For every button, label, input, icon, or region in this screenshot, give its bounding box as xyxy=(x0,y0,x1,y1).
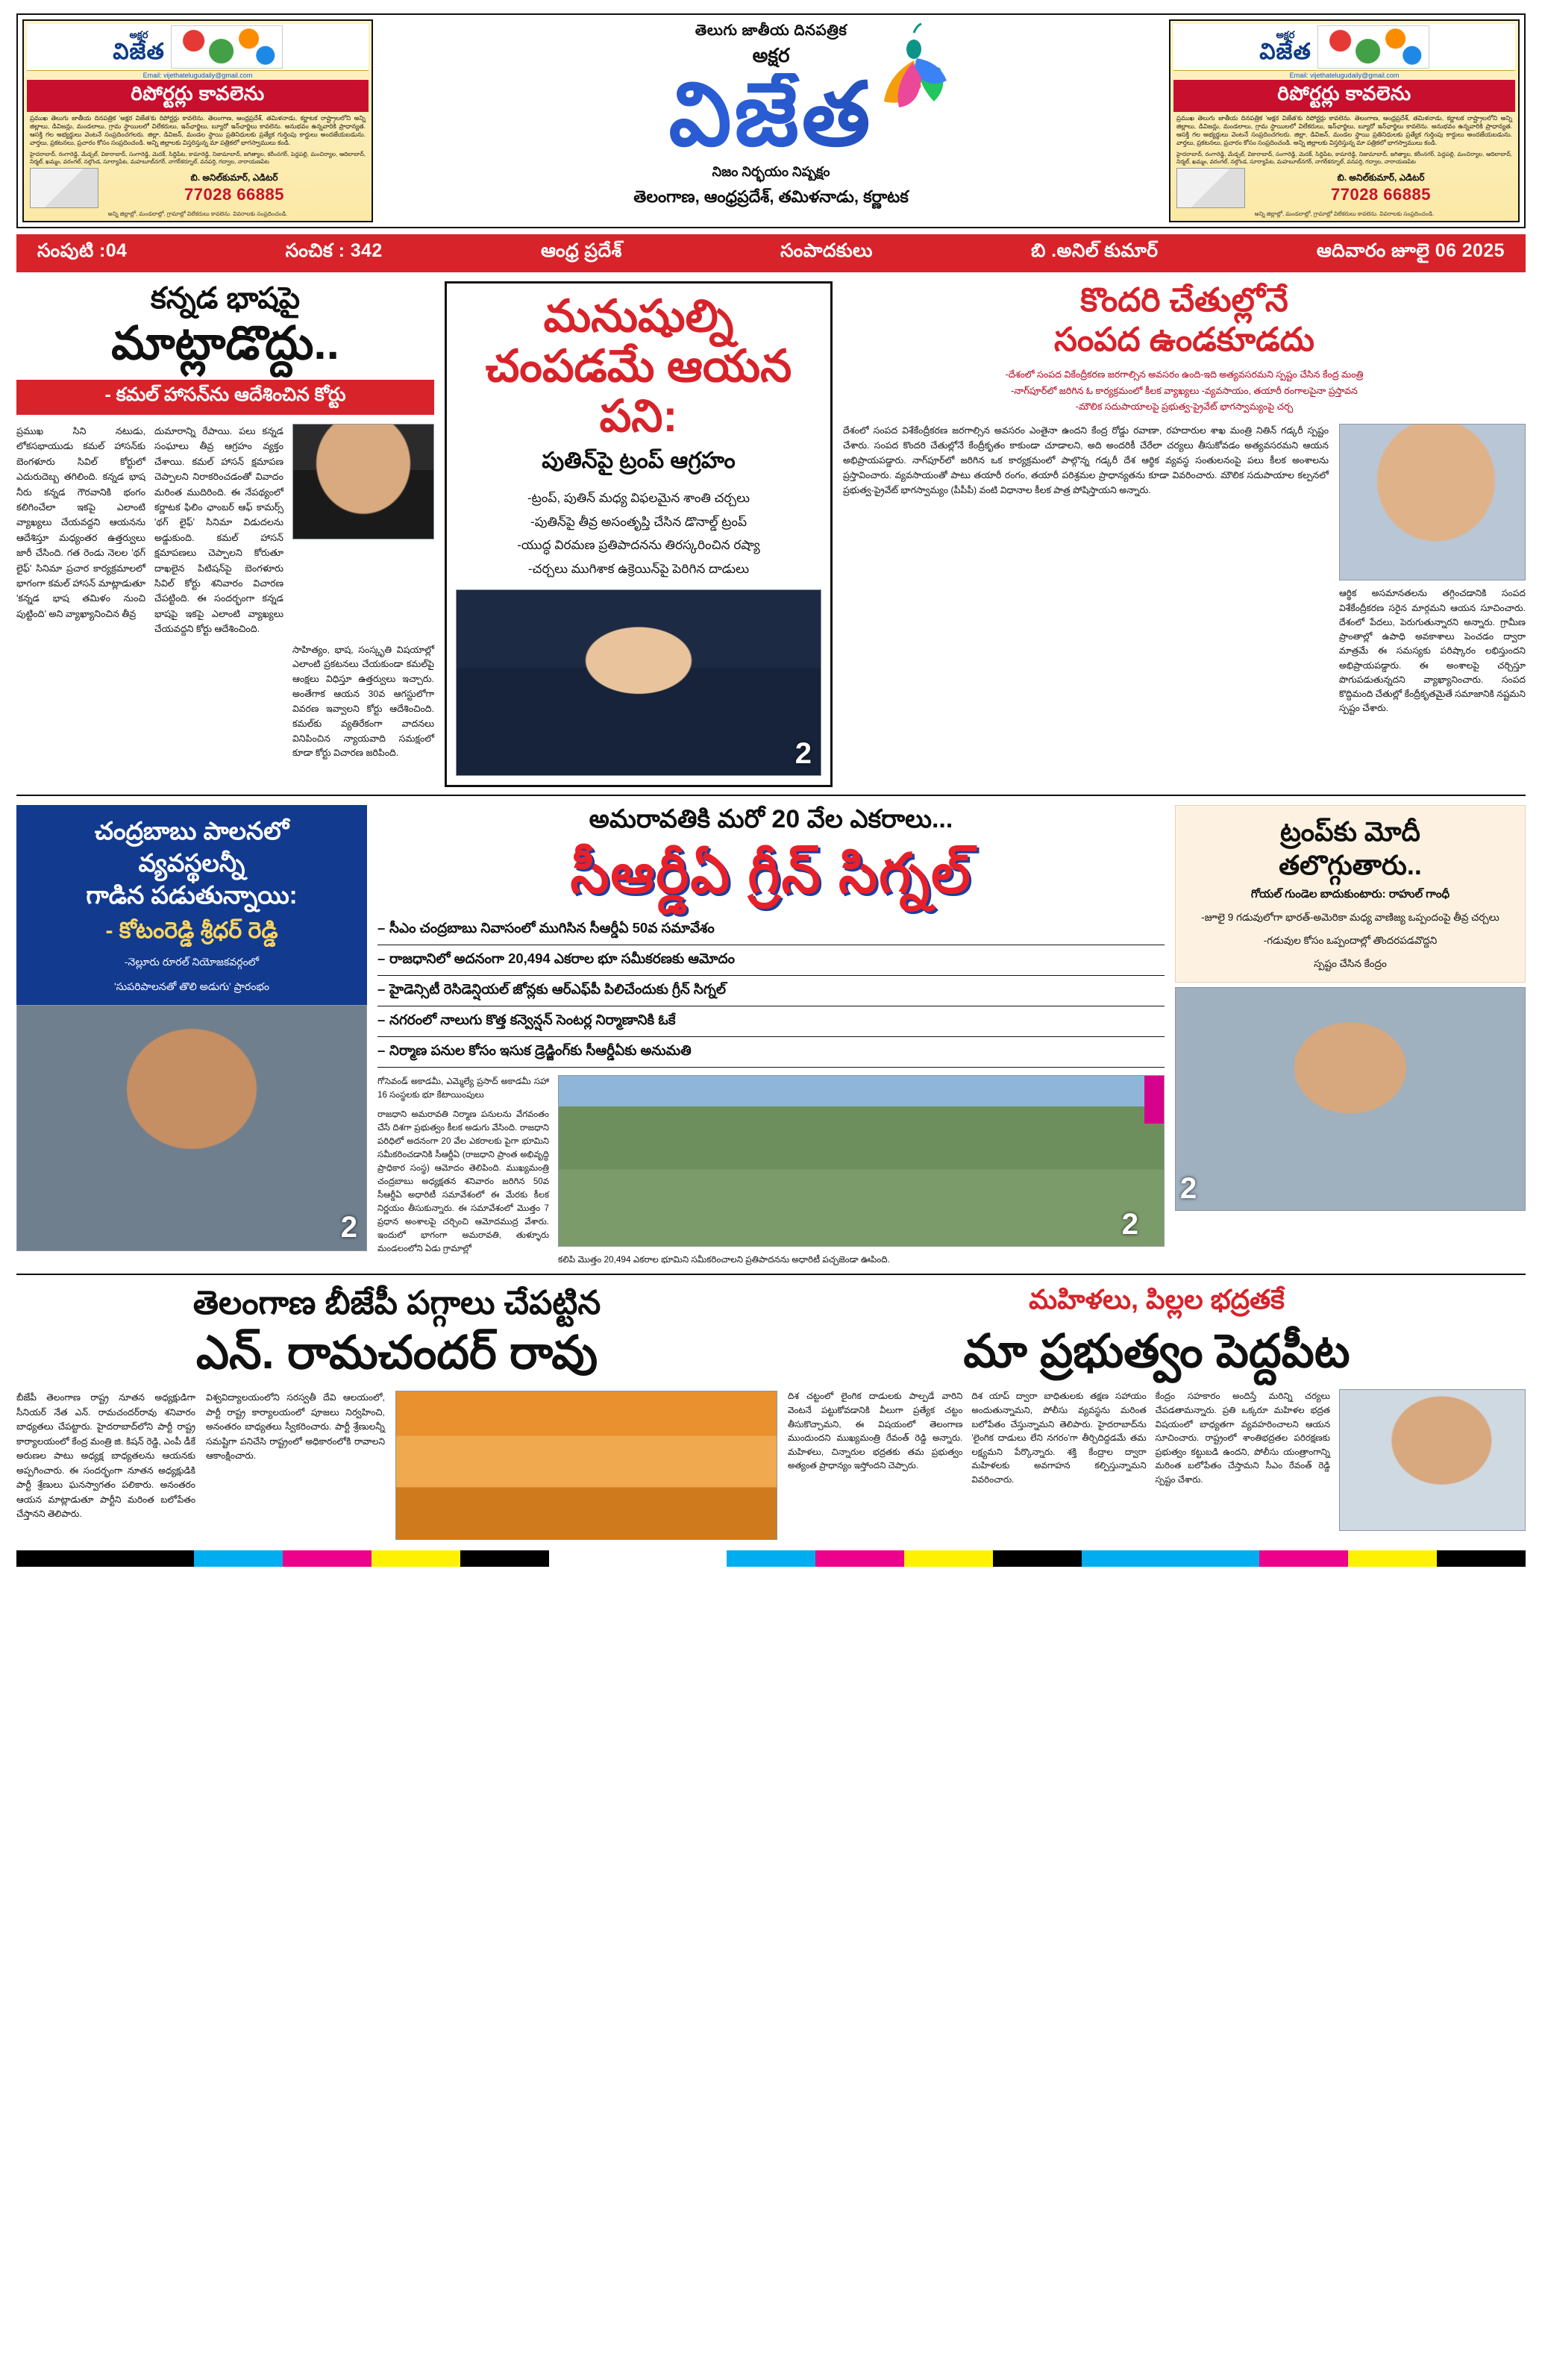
section-divider-2 xyxy=(16,1274,1526,1275)
advert-left-note: అన్ని జిల్లాల్లో, మండలాల్లో, గ్రామాల్లో విలేకరులు కావలెను. వివరాలకు సంప్రదించండి. xyxy=(107,210,288,218)
ramachander-body-col2: విశ్వవిద్యాలయంలోని సరస్వతీ దేవి ఆలయంలో, పార్టీ రాష్ట్ర కార్యాలయంలో పూజలు నిర్వహించి, అనంతరం బాధ్యతలు స్వీకరించారు. పార్టీ శ్రేణులన్నీ సమష్టిగా పనిచేసి రాష్ట్రంలో అధికారంలోకి రావాలని ఆకాంక్షించారు. xyxy=(206,1392,385,1462)
advert-right-phone: 77028 66885 xyxy=(1331,184,1431,204)
advert-left-districts: హైదరాబాద్, రంగారెడ్డి, మేడ్చల్, వికారాబాద్, సంగారెడ్డి, మెదక్, సిద్దిపేట, కామారెడ్డి, నిజామాబాద్, జగిత్యాల, కరీంనగర్, పెద్దపల్లి, మంచిర్యాల, ఆదిలాబాద్, నిర్మల్, ఖమ్మం, వరంగల్, నల్గొండ, సూర్యాపేట, మహబూబ్‌నగర్, నాగర్‌కర్నూల్, వనపర్తి, గద్వాల, నారాయణపేట xyxy=(30,151,366,166)
nitin-gadkari-photo xyxy=(1339,424,1526,580)
amaravati-point-3: – హైడెన్సిటీ రెసిడెన్షియల్ జోన్లకు ఆర్‌ఎఫ్‌పీ పిలిచేందుకు గ్రీన్ సిగ్నల్ xyxy=(377,976,1165,1006)
masthead-motto: నిజం నిర్భయం నిష్పక్షం xyxy=(712,164,830,180)
advert-right-headline: రిపోర్టర్లు కావలెను xyxy=(1173,80,1515,112)
kamal-body-col1: ప్రముఖ సిని నటుడు, లోకసభాయుడు కమల్ హాసన్‌కు బెంగళూరు సివిల్ కోర్టులో ఎదురుదెబ్బ తగిలింది. కన్నడ భాష నీరు కన్నడ గౌరవానికి భంగం కలిగించేలా ఇకపై ఎలాంటి వ్యాఖ్యలు చేయవద్దని ఆయనను ఆదేశిస్తూ మధ్యంతర ఉత్తర్వులు జారీ చేసింది. గత రెండు నెలల 'థగ్ లైఫ్' సినిమా ప్రచార కార్యక్రమాలలో భాగంగా కమల్ హాసన్ మాట్లాడుతూ 'కన్నడ భాష తమిళం నుంచి పుట్టింది' అని వ్యాఖ్యానించిన తీవ్ర xyxy=(16,426,145,619)
kotamreddy-line3: గాడిన పడుతున్నాయి: xyxy=(86,880,298,909)
donald-trump-photo xyxy=(456,589,821,776)
story-rahul-gandhi xyxy=(1175,805,1526,1266)
bjp-leaders-photo xyxy=(395,1391,777,1540)
content-band-2 xyxy=(16,805,1526,1266)
kamal-haasan-photo xyxy=(292,424,434,539)
issue-info-bar xyxy=(16,234,1526,272)
masthead-title-block xyxy=(380,19,1162,222)
rahul-line1: ట్రంప్‌కు మోదీ xyxy=(1280,816,1420,848)
advert-left-body: ప్రముఖ తెలుగు జాతీయ దినపత్రిక 'అక్షర విజేత'కు రిపోర్టర్లు కావలెను. తెలంగాణ, ఆంధ్రప్రదేశ్, తమిళనాడు, కర్ణాటక రాష్ట్రాలలోని అన్ని జిల్లాలు, డివిజన్లు, మండలాలు, గ్రామ స్థాయిలలో విలేకరులు, ఇన్‌ఛార్జిలు, బ్యూరో ఇన్‌ఛార్జిలు కావలెను. అనుభవం ఉన్నవారికి ప్రాధాన్యత. ఆసక్తి గల అభ్యర్థులు వెంటనే సంప్రదించగలరు. జిల్లా, డివిజన్, మండల స్థాయి ప్రతినిధులకు ప్రత్యేక గుర్తింపు కార్డులు అందజేయబడును. వార్తలు, ప్రకటనలు, ప్రచారం కోసం సంప్రదించండి. అన్ని జిల్లాలకు విస్తరిస్తున్న మా పత్రికలో భాగస్వాములు కండి. xyxy=(30,114,366,147)
editor-name: బి .అనిల్ కుమార్ xyxy=(1031,239,1159,261)
amaravati-point-1: – సీఎం చంద్రబాబు నివాసంలో ముగిసిన సీఆర్డీఏ 50వ సమావేశం xyxy=(377,915,1165,945)
color-bar-segment xyxy=(194,1550,283,1567)
kotamreddy-sub1: -నెల్లూరు రూరల్ నియోజకవర్గంలో xyxy=(124,956,260,968)
amaravati-point-5: – నిర్మాణ పనుల కోసం ఇసుక డ్రెడ్జింగ్‌కు సీఆర్డీఏకు అనుమతి xyxy=(377,1037,1165,1068)
amaravati-point-2: – రాజధానిలో అదనంగా 20,494 ఎకరాల భూ సమీకరణకు ఆమోదం xyxy=(377,945,1165,976)
peacock-logo-icon xyxy=(869,19,959,131)
masthead xyxy=(16,13,1526,228)
story-gadkari xyxy=(843,281,1526,787)
putin-bullet-1: -ట్రంప్, పుతిన్ మధ్య విఫలమైన శాంతి చర్చలు xyxy=(527,491,750,506)
gadkari-kicker-1: -దేశంలో సంపద వికేంద్రీకరణ జరగాల్సిన అవసరం ఉంది-ఇది అత్యవసరమని స్పష్టం చేసిన కేంద్ర మంత్రి xyxy=(1005,369,1364,381)
print-registration-color-bar xyxy=(16,1550,1526,1567)
story-kamal-haasan xyxy=(16,281,434,787)
ramachander-headline-line1: తెలంగాణ బీజేపీ పగ్గాలు చేపట్టిన xyxy=(192,1285,601,1322)
gadkari-body-col2: ఆర్థిక అసమానతలను తగ్గించడానికి సంపద విశేకేంద్రీకరణ సరైన మార్గమని ఆయన సూచించారు. దేశంలో పేదలు, పెరుగుతున్నారని అన్నారు. గ్రామీణ ప్రాంతాల్లో ఉపాధి అవకాశాలు పెంచడం ద్వారా మాత్రమే ఈ సమస్యకు పరిష్కారం లభిస్తుందని అభిప్రాయపడ్డారు. ఈ అంశాలపై చర్చిస్తూ పొగుపడుతున్నదని వ్యాఖ్యానించారు. సంపద కొద్దిమంది చేతుల్లో కేంద్రీకృతమైతే సమాజానికి నష్టమని స్పష్టం చేశారు. xyxy=(1339,588,1526,714)
kamal-headline-line2: మాట్లాడొద్దు.. xyxy=(111,317,339,369)
gadkari-headline-line2: సంపద ఉండకూడదు xyxy=(1054,321,1314,358)
rahul-sub1: గోయల్ గుండెల బాదుకుంటారు: రాహుల్ గాంధీ xyxy=(1250,888,1450,901)
amaravati-body-col1: గోసెవండ్ అకాడమీ, ఎమ్మెల్యే ప్రసాద్ అకాడమీ సహా 16 సంస్థలకు భూ కేటాయింపులు xyxy=(377,1076,549,1100)
page-reference-tab xyxy=(1144,1076,1164,1124)
amaravati-photo-caption: కలిపి మొత్తం 20,494 ఎకరాల భూమిని సమీకరించాలని ప్రతిపాదనను అధారిటీ పచ్చజెండా ఊపింది. xyxy=(558,1253,890,1265)
advert-right-contact-name: బి. అనిల్‌కుమార్, ఎడిటర్ xyxy=(1337,172,1425,183)
rahul-sub2: -జూలై 9 గడువులోగా భారత్-అమెరికా మధ్య వాణిజ్య ఒప్పందంపై తీవ్ర చర్చలు xyxy=(1201,912,1499,924)
color-bar-segment xyxy=(904,1550,993,1567)
story-kotamreddy xyxy=(16,805,367,1266)
volume-label: సంపుటి :04 xyxy=(37,239,128,261)
advert-right-note: అన్ని జిల్లాల్లో, మండలాల్లో, గ్రామాల్లో విలేకరులు కావలెను. వివరాలకు సంప్రదించండి. xyxy=(1254,210,1435,218)
kamal-photo-caption: సాహిత్యం, భాష, సంస్కృతి విషయాల్లో ఎలాంటి ప్రకటనలు చేయకుండా కమల్‌పై ఆంక్షలు విధిస్తూ ఉత్తర్వులు ఇచ్చారు. అంతేగాక ఆయన 30వ ఆగస్టులోగా వివరణ ఇవ్వాలని కోర్టు ఆదేశించింది. కమల్‌కు వ్యతిరేకంగా వాదనలు వినిపించిన న్యాయవాది సమక్షంలో కూడా కోర్టు విచారణ జరిపింది. xyxy=(292,644,434,759)
putin-subheadline: పుతిన్‌పై ట్రంప్ ఆగ్రహం xyxy=(542,448,736,474)
advert-right-brand-small: అక్షర xyxy=(1276,29,1295,41)
amaravati-aerial-photo xyxy=(558,1075,1165,1247)
color-bar-segment xyxy=(372,1550,460,1567)
putin-bullet-2: -పుతిన్‌పై తీవ్ర అసంతృప్తి చేసిన డొనాల్డ్ ట్రంప్ xyxy=(530,514,748,529)
advert-left-brand-small: అక్షర xyxy=(129,29,148,41)
amaravati-kicker: అమరావతికి మరో 20 వేల ఎకరాలు... xyxy=(589,805,953,834)
color-bar-segment xyxy=(1437,1550,1526,1567)
masthead-tagline: తెలుగు జాతీయ దినపత్రిక xyxy=(695,22,847,39)
masthead-states: తెలంగాణ, ఆంధ్రప్రదేశ్, తమిళనాడు, కర్ణాటక xyxy=(633,187,909,207)
page-reference-badge: 2 xyxy=(340,1211,357,1244)
advert-left-headline: రిపోర్టర్లు కావలెను xyxy=(27,80,369,112)
advert-left xyxy=(22,19,373,222)
revanth-body-col3: కేంద్రం సహకారం అందిస్తే మరిన్ని చర్యలు చేపడతామన్నారు. ప్రతి ఒక్కరూ మహిళల భద్రత విషయంలో బాధ్యతగా వ్యవహరించాలని ఆయన సూచించారు. రాష్ట్రంలో శాంతిభద్రతల పరిరక్షణకు ప్రభుత్వం కట్టుబడి ఉందని, పోలీసు యంత్రాంగాన్ని మరింత బలోపేతం చేస్తామని సీఎం రేవంత్ రెడ్డి స్పష్టం చేశారు. xyxy=(1155,1391,1330,1485)
kotamreddy-sridhar-reddy-photo xyxy=(16,1005,367,1251)
revanth-headline-line1: మహిళలు, పిల్లల భద్రతకే xyxy=(1029,1284,1285,1315)
advert-left-brand-big: విజేత xyxy=(113,40,165,65)
putin-bullet-3: -యుద్ధ విరమణ ప్రతిపాదనను తిరస్కరించిన రష్యా xyxy=(517,538,760,553)
masthead-akshara: అక్షర xyxy=(752,44,790,66)
color-bar-segment xyxy=(1259,1550,1348,1567)
india-map-graphic-right xyxy=(1317,25,1429,69)
newspaper-stack-graphic-right xyxy=(1176,168,1245,208)
rahul-sub3: -గడువుల కోసం ఒప్పందాల్లో తొందరపడవొద్దని xyxy=(1263,935,1438,947)
advert-right-body: ప్రముఖ తెలుగు జాతీయ దినపత్రిక 'అక్షర విజేత'కు రిపోర్టర్లు కావలెను. తెలంగాణ, ఆంధ్రప్రదేశ్, తమిళనాడు, కర్ణాటక రాష్ట్రాలలోని అన్ని జిల్లాలు, డివిజన్లు, మండలాలు, గ్రామ స్థాయిలలో విలేకరులు, ఇన్‌ఛార్జిలు, బ్యూరో ఇన్‌ఛార్జిలు కావలెను. అనుభవం ఉన్నవారికి ప్రాధాన్యత. ఆసక్తి గల అభ్యర్థులు వెంటనే సంప్రదించగలరు. జిల్లా, డివిజన్, మండల స్థాయి ప్రతినిధులకు ప్రత్యేక గుర్తింపు కార్డులు అందజేయబడును. వార్తలు, ప్రకటనలు, ప్రచారం కోసం సంప్రదించండి. అన్ని జిల్లాలకు విస్తరిస్తున్న మా పత్రికలో భాగస్వాములు కండి. xyxy=(1176,114,1512,147)
story-revanth-reddy xyxy=(788,1284,1526,1540)
edition-label: ఆంధ్ర ప్రదేశ్ xyxy=(540,239,622,261)
story-ramachander-rao xyxy=(16,1284,777,1540)
content-band-3 xyxy=(16,1284,1526,1540)
gadkari-body-col1: దేశంలో సంపద విశేకేంద్రీకరణ జరగాల్సిన అవసరం ఎంతైనా ఉందని కేంద్ర రోడ్డు రవాణా, రహదారుల శాఖ మంత్రి నితిన్ గడ్కరీ స్పష్టం చేశారు. సంపద కొందరి చేతుల్లోనే కేంద్రీకృతం కాకుండా చూడాలని, అది అందరికీ చేరేలా చర్యలు తీసుకోవడం అత్యవసరమని ఆయన అభిప్రాయపడ్డారు. నాగ్‌పూర్‌లో జరిగిన ఒక కార్యక్రమంలో పాల్గొన్న గడ్కరీ దేశ ఆర్థిక వ్యవస్థ సంతులనంపై పలు కీలక అంశాలను ప్రస్తావించారు. వ్యవసాయంతో పాటు తయారీ రంగం, తయారీ పరిశ్రమల ప్రాధాన్యతను కూడా వివరించారు. మౌలిక సదుపాయాల కల్పనలో ప్రభుత్వ-ప్రైవేట్ భాగస్వామ్యం (పీపీపీ) వంటి విధానాల కీలక పాత్ర పోషిస్తాయని అన్నారు. xyxy=(843,425,1329,495)
masthead-title: విజేత xyxy=(380,73,1162,157)
revanth-body-col1: దిశ చట్టంలో లైంగిక దాడులకు పాల్పడే వారిని వెంటనే పట్టుకోవడానికి వీలుగా ప్రత్యేక చట్టం తీసుకొచ్చామని, ఈ విషయంలో తెలంగాణ ముందుందని ముఖ్యమంత్రి రేవంత్ రెడ్డి అన్నారు. మహిళలు, చిన్నారుల భద్రతకు తమ ప్రభుత్వం అత్యంత ప్రాధాన్యం ఇస్తోందని చెప్పారు. xyxy=(788,1391,963,1471)
amaravati-body-col2: రాజధాని అమరావతి నిర్మాణ పనులను వేగవంతం చేసే దిశగా ప్రభుత్వం కీలక అడుగు వేసింది. రాజధాని పరిధిలో అదనంగా 20 వేల ఎకరాలకు పైగా భూమిని సమీకరించడానికి సీఆర్డీఏ (రాజధాని ప్రాంత అభివృద్ధి ప్రాధికార సంస్థ) ఆమోదం తెలిపింది. ముఖ్యమంత్రి చంద్రబాబు అధ్యక్షతన శనివారం జరిగిన 50వ సీఆర్డీఏ అధారిటీ సమావేశంలో ఈ మేరకు కీలక నిర్ణయం తీసుకున్నారు. ఈ సమావేశంలో మొత్తం 7 ప్రధాన అంశాలపై చర్చించి ఆమోదముద్ర వేశారు. ఇందులో భాగంగా అమరావతి, తుళ్ళూరు మండలంలోని ఏడు గ్రామాల్లో xyxy=(377,1109,549,1253)
advert-right xyxy=(1169,19,1520,222)
color-bar-segment xyxy=(1082,1550,1259,1567)
section-divider-1 xyxy=(16,795,1526,796)
gadkari-kicker-3: -మౌలిక సదుపాయాలపై ప్రభుత్వ-ప్రైవేట్ భాగస్వామ్యంపై చర్చ xyxy=(1075,401,1294,412)
kotamreddy-sub2: 'సుపరిపాలనతో తొలి అడుగు' ప్రారంభం xyxy=(113,980,270,992)
story-trump-putin xyxy=(445,281,833,787)
editor-label: సంపాదకులు xyxy=(780,239,873,261)
amaravati-points-list xyxy=(377,915,1165,1068)
color-bar-segment xyxy=(460,1550,549,1567)
advert-left-contact-name: బి. అనిల్‌కుమార్, ఎడిటర్ xyxy=(190,172,278,183)
kamal-body-col2: దుమారాన్ని రేపాయి. పలు కన్నడ సంఘాలు తీవ్ర ఆగ్రహం వ్యక్తం చేశాయి. కమల్ హాసన్ క్షమాపణ చెప్పాలని నిరాకరించడంతో వివాదం మరింత ముదిరింది. ఈ నేపథ్యంలో కర్ణాటక ఫిలిం ఛాంబర్ ఆఫ్ కామర్స్ 'థగ్ లైఫ్' సినిమా విడుదలను అడ్డుకుంది. కమల్ హాసన్ క్షమాపణలు చెప్పాలని కోరుతూ దాఖలైన పిటిషన్‌పై బెంగళూరు సివిల్ కోర్టు శనివారం విచారణ చేపట్టింది. ఈ సందర్భంగా కన్నడ భాషపై ఇకపై ఎలాంటి వ్యాఖ్యలు చేయవద్దని కోర్టు ఆదేశించింది. xyxy=(154,426,283,635)
gadkari-kicker-2: -నాగ్‌పూర్‌లో జరిగిన ఓ కార్యక్రమంలో కీలక వ్యాఖ్యలు -వ్యవసాయం, తయారీ రంగాలపైనా ప్రస్తావన xyxy=(1011,385,1358,396)
advert-right-logo xyxy=(1173,24,1515,71)
kamal-subheadline: - కమల్ హాసన్‌ను ఆదేశించిన కోర్టు xyxy=(16,380,434,415)
color-bar-segment xyxy=(727,1550,815,1567)
kamal-headline-line1: కన్నడ భాషపై xyxy=(150,281,301,315)
page-reference-badge: 2 xyxy=(1180,1172,1197,1206)
story-amaravati xyxy=(377,805,1165,1266)
publication-date: ఆదివారం జూలై 06 2025 xyxy=(1316,239,1505,261)
color-bar-segment xyxy=(283,1550,372,1567)
newspaper-stack-graphic xyxy=(30,168,98,208)
revanth-headline-line2: మా ప్రభుత్వం పెద్దపీట xyxy=(963,1326,1350,1378)
amaravati-headline: సీఆర్డీఏ గ్రీన్ సిగ్నల్ xyxy=(570,842,972,905)
advert-left-email: Email: vijethatelugudaily@gmail.com xyxy=(142,72,253,79)
advert-right-districts: హైదరాబాద్, రంగారెడ్డి, మేడ్చల్, వికారాబాద్, సంగారెడ్డి, మెదక్, సిద్దిపేట, కామారెడ్డి, నిజామాబాద్, జగిత్యాల, కరీంనగర్, పెద్దపల్లి, మంచిర్యాల, ఆదిలాబాద్, నిర్మల్, ఖమ్మం, వరంగల్, నల్గొండ, సూర్యాపేట, మహబూబ్‌నగర్, నాగర్‌కర్నూల్, వనపర్తి, గద్వాల, నారాయణపేట xyxy=(1176,151,1512,166)
india-map-graphic xyxy=(171,25,283,69)
advert-left-phone: 77028 66885 xyxy=(184,184,284,204)
ramachander-headline-line2: ఎన్. రామచందర్ రావు xyxy=(195,1327,598,1379)
color-bar-segment xyxy=(815,1550,904,1567)
content-band-1 xyxy=(16,281,1526,787)
kotamreddy-line4: - కోటంరెడ్డి శ్రీధర్ రెడ్డి xyxy=(105,918,278,943)
putin-headline: మనుషుల్ని చంపడమే ఆయన పని: xyxy=(485,290,792,442)
advert-right-brand-big: విజేత xyxy=(1259,40,1311,65)
gadkari-headline-line1: కొందరి చేతుల్లోనే xyxy=(1080,281,1288,319)
kotamreddy-line1: చంద్రబాబు పాలనలో xyxy=(94,817,289,845)
color-bar-segment xyxy=(549,1550,727,1567)
page-reference-badge: 2 xyxy=(1121,1207,1138,1241)
putin-bullet-4: -చర్చలు ముగిశాక ఉక్రెయిన్‌పై పెరిగిన దాడులు xyxy=(527,561,750,576)
revanth-body-col2: దిశ యాప్ ద్వారా బాధితులకు తక్షణ సహాయం అందుతున్నామని, పోలీసు వ్యవస్థను మరింత బలోపేతం చేస్తున్నామని తెలిపారు. హైదరాబాద్‌ను 'లైంగిక దాడులు లేని నగరం'గా తీర్చిదిద్దడమే తమ లక్ష్యమని పేర్కొన్నారు. శక్తి కేంద్రాల ద్వారా మహిళలకు అవగాహన కల్పిస్తున్నామని వివరించారు. xyxy=(971,1391,1147,1485)
rahul-gandhi-photo xyxy=(1175,987,1526,1211)
color-bar-segment xyxy=(1348,1550,1437,1567)
kotamreddy-line2: వ్యవస్థలన్నీ xyxy=(138,849,245,877)
page-reference-badge: 2 xyxy=(794,737,812,771)
color-bar-segment xyxy=(993,1550,1082,1567)
ramachander-body-col1: బీజేపీ తెలంగాణ రాష్ట్ర నూతన అధ్యక్షుడిగా సీనియర్ నేత ఎన్. రామచందర్‌రావు శనివారం బాధ్యతలు చేపట్టారు. హైదరాబాద్‌లోని పార్టీ రాష్ట్ర కార్యాలయంలో కేంద్ర మంత్రి జి. కిషన్ రెడ్డి, ఎంపీ డీకే అరుణల పాటు అధ్యక్ష బాధ్యతలను ఆయనకు అప్పగించారు. ఈ సందర్భంగా నూతన అధ్యక్షుడికి పార్టీ శ్రేణులు ఘనస్వాగతం పలికారు. అనంతరం ఆయన మాట్లాడుతూ పార్టీని మరింత బలోపేతం చేస్తానని తెలిపారు. xyxy=(16,1392,195,1520)
advert-right-email: Email: vijethatelugudaily@gmail.com xyxy=(1289,72,1400,79)
rahul-sub4: స్పష్టం చేసిన కేంద్రం xyxy=(1314,958,1387,970)
advert-left-logo xyxy=(27,24,369,71)
amaravati-point-4: – నగరంలో నాలుగు కొత్త కన్వెన్షన్ సెంటర్ల నిర్మాణానికి ఓకే xyxy=(377,1006,1165,1037)
color-bar-segment xyxy=(16,1550,194,1567)
issue-label: సంచిక : 342 xyxy=(285,239,383,261)
revanth-reddy-photo xyxy=(1339,1389,1526,1531)
rahul-line2: తలొగ్గుతారు.. xyxy=(1279,850,1422,881)
